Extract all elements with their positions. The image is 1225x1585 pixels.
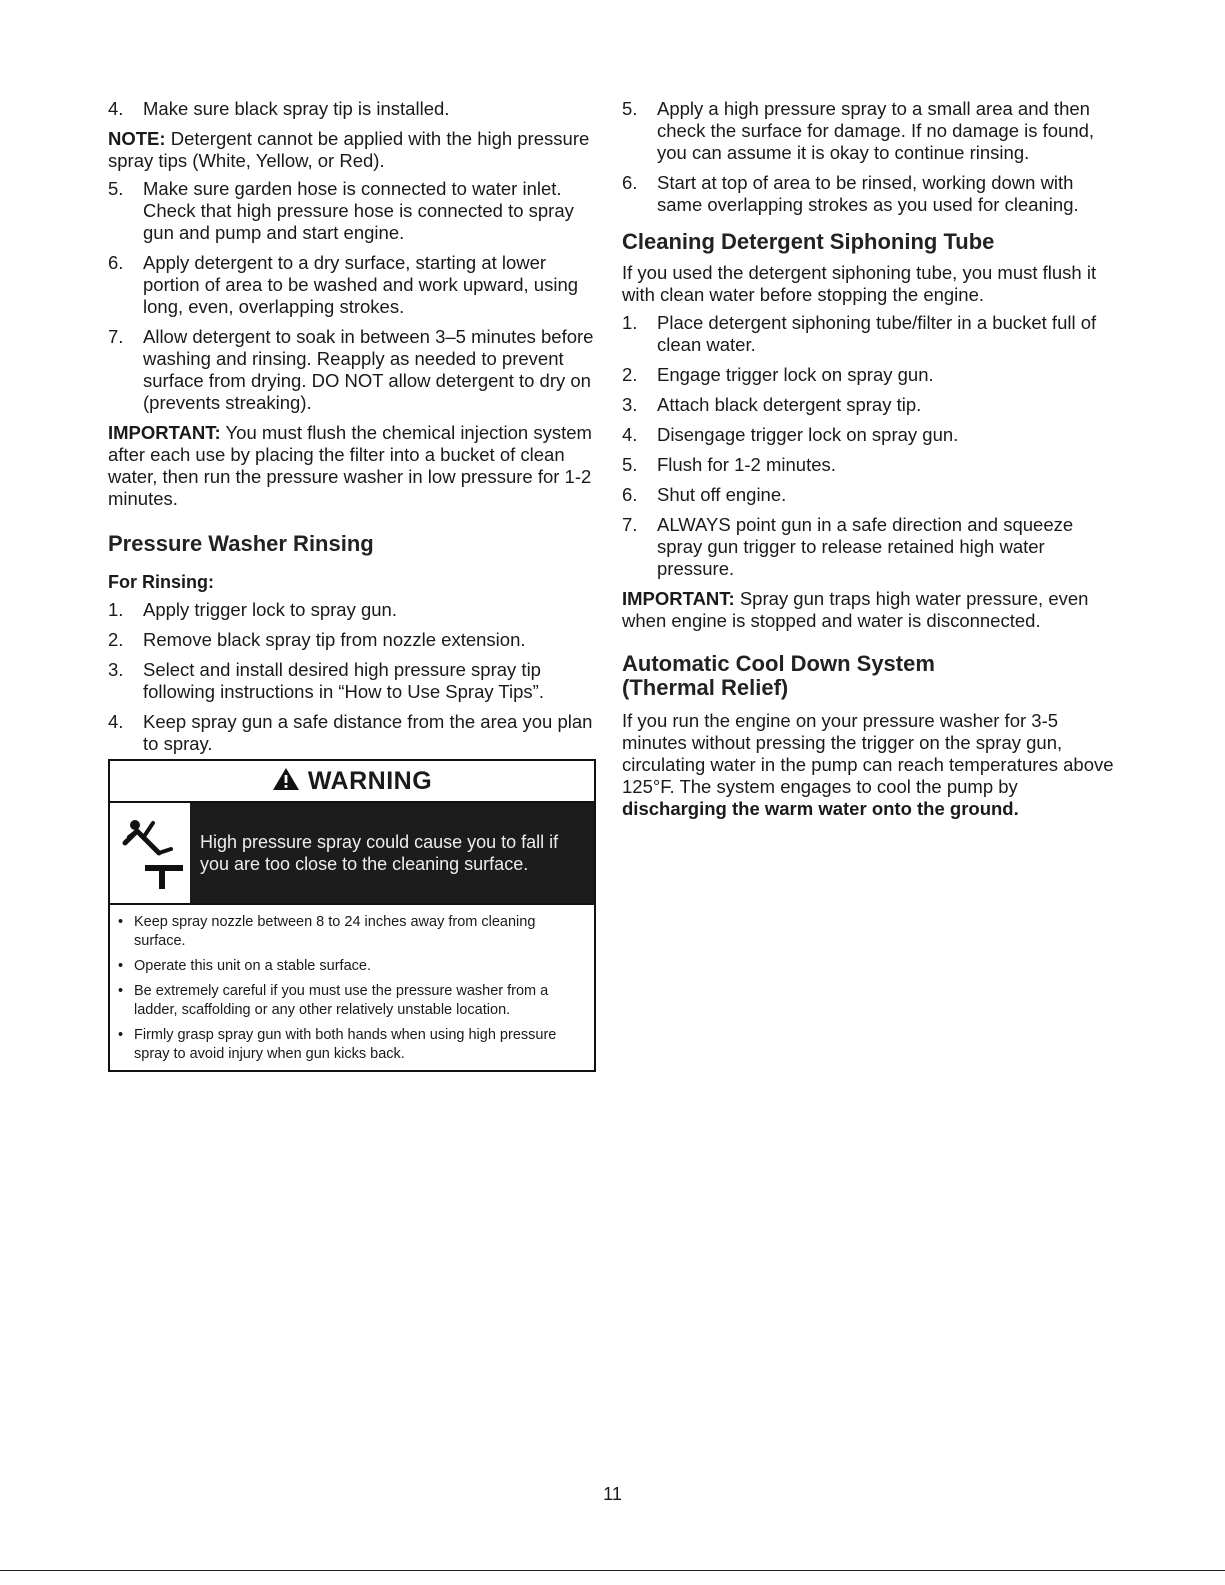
warning-box bbox=[108, 759, 596, 1072]
list-item: 3. Select and install desired high pressure spray tip following instructions in “How to Use Spray Tips”. bbox=[108, 659, 544, 702]
list-item: 2. Engage trigger lock on spray gun. bbox=[622, 364, 934, 385]
list-item: 4. Make sure black spray tip is installed. bbox=[108, 98, 450, 119]
warning-triangle-icon bbox=[272, 767, 300, 791]
list-item: 1. Apply trigger lock to spray gun. bbox=[108, 599, 397, 620]
rinsing-steps bbox=[108, 599, 596, 755]
list-item: • Keep spray nozzle between 8 to 24 inches away from cleaning surface. bbox=[116, 913, 588, 951]
warning-bullets bbox=[110, 905, 594, 1070]
list-item: 5. Make sure garden hose is connected to water inlet. Check that high pressure hose is connected to spray gun and pump and start engine. bbox=[108, 178, 574, 243]
list-item: 5. Flush for 1-2 minutes. bbox=[622, 454, 836, 475]
cooldown-heading: Automatic Cool Down System (Thermal Relief) bbox=[622, 651, 935, 700]
list-item: 3. Attach black detergent spray tip. bbox=[622, 394, 922, 415]
note-paragraph: NOTE: Detergent cannot be applied with the high pressure spray tips (White, Yellow, or Red). bbox=[108, 128, 590, 171]
list-item: • Operate this unit on a stable surface. bbox=[116, 957, 588, 976]
siphon-steps bbox=[622, 312, 1117, 580]
important-paragraph: IMPORTANT: Spray gun traps high water pressure, even when engine is stopped and water is disconnected. bbox=[622, 588, 1089, 631]
warning-header bbox=[110, 761, 594, 803]
important-paragraph: IMPORTANT: You must flush the chemical injection system after each use by placing the filter into a bucket of clean water, then run the pressure washer in low pressure for 1-2 minutes. bbox=[108, 422, 592, 509]
warning-title: WARNING bbox=[307, 767, 433, 795]
important-label: IMPORTANT: bbox=[108, 422, 221, 443]
warning-panel bbox=[110, 803, 594, 905]
cooldown-paragraph: If you run the engine on your pressure washer for 3-5 minutes without pressing the trigger on the spray gun, circulating water in the pump can reach temperatures above 125°F. The system engages to cool the pump by discharging the warm water onto the ground. bbox=[622, 710, 1114, 819]
page-number: 11 bbox=[603, 1484, 622, 1504]
detergent-steps-start bbox=[108, 98, 596, 120]
list-item: 6. Apply detergent to a dry surface, starting at lower portion of area to be washed and work upward, using long, even, overlapping strokes. bbox=[108, 252, 579, 317]
list-item: 7. Allow detergent to soak in between 3–5 minutes before washing and rinsing. Reapply as needed to prevent surface from drying. DO NOT allow detergent to dry on (prevents streaking). bbox=[108, 326, 594, 413]
list-item: 1. Place detergent siphoning tube/filter in a bucket full of clean water. bbox=[622, 312, 1097, 355]
rinsing-steps-continued bbox=[622, 98, 1117, 216]
list-item: 4. Keep spray gun a safe distance from the area you plan to spray. bbox=[108, 711, 593, 754]
note-label: NOTE: bbox=[108, 128, 166, 149]
list-item: 6. Shut off engine. bbox=[622, 484, 787, 505]
rinsing-heading: Pressure Washer Rinsing bbox=[108, 531, 374, 556]
warning-message: High pressure spray could cause you to fall if you are too close to the cleaning surface. bbox=[190, 803, 594, 903]
list-item: • Firmly grasp spray gun with both hands when using high pressure spray to avoid injury when gun kicks back. bbox=[116, 1026, 588, 1064]
important-label: IMPORTANT: bbox=[622, 588, 735, 609]
list-item: 7. ALWAYS point gun in a safe direction and squeeze spray gun trigger to release retained high water pressure. bbox=[622, 514, 1074, 579]
right-column bbox=[622, 98, 1117, 826]
list-item: 6. Start at top of area to be rinsed, working down with same overlapping strokes as you used for cleaning. bbox=[622, 172, 1079, 215]
falling-person-icon bbox=[110, 803, 190, 903]
siphon-intro: If you used the detergent siphoning tube, you must flush it with clean water before stopping the engine. bbox=[622, 262, 1097, 305]
list-item: 2. Remove black spray tip from nozzle extension. bbox=[108, 629, 526, 650]
for-rinsing-subheading: For Rinsing: bbox=[108, 572, 214, 592]
left-column bbox=[108, 98, 596, 1072]
siphon-heading: Cleaning Detergent Siphoning Tube bbox=[622, 229, 995, 254]
detergent-steps bbox=[108, 178, 596, 414]
page-bottom-rule bbox=[0, 1570, 1225, 1571]
list-item: 4. Disengage trigger lock on spray gun. bbox=[622, 424, 959, 445]
list-item: • Be extremely careful if you must use the pressure washer from a ladder, scaffolding or any other relatively unstable location. bbox=[116, 982, 588, 1020]
list-item: 5. Apply a high pressure spray to a small area and then check the surface for damage. If no damage is found, you can assume it is okay to continue rinsing. bbox=[622, 98, 1095, 163]
